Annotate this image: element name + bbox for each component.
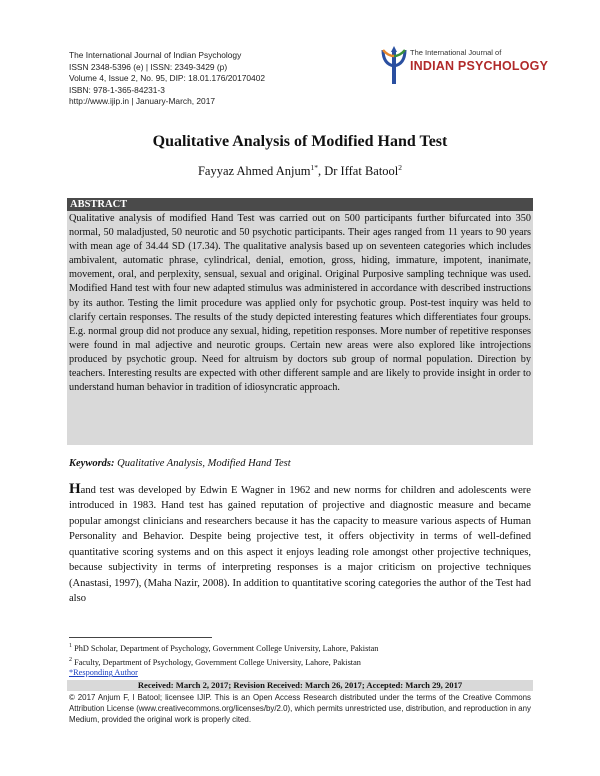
- footnote-1-text: PhD Scholar, Department of Psychology, Government College University, Lahore, Pakistan: [74, 643, 379, 653]
- footnote-2-sup: 2: [69, 656, 72, 663]
- abstract-heading: ABSTRACT: [67, 198, 533, 211]
- body-paragraph: [69, 482, 531, 607]
- paper-title: Qualitative Analysis of Modified Hand Test: [152, 133, 448, 150]
- body-paragraph-text: and test was developed by Edwin E Wagner in 1962 and new norms for children and adolescents were introduced in 1983. Hand test has gained reputation of projective and diagnostic measure and became popular amongst clinicians and researchers because it has the capacity to measure various aspects of Human Personality and Behavior. Despite being projective test, it offers objectivity in terms of well-defined quantitative scoring systems and on this aspect it enjoys leading role amongst other projective techniques, because subjectivity in terms of interpreting responses is a major criticism on projective techniques (Anastasi, 1997), (Maha Nazir, 2008). In addition to quantitative scoring categories the author of the Test had also: [69, 485, 531, 605]
- footnote-2: [69, 655, 378, 669]
- abstract-text: Qualitative analysis of modified Hand Test was carried out on 500 participants further bifurcated into 350 normal, 50 maladjusted, 50 neurotic and 50 psychotic participants. Their ages ranged from 11 years to 90 years with mean age of 34.44 SD (17.34). The qualitative analysis based up on seventeen categories which includes ambivalent, automatic phrase, cylindrical, denial, emotion, gross, hiding, immature, impotent, inanimate, movement, oral, and perplexity, sensual, sexual and original. Original Purposive sampling technique was used. Modified Hand test with four new adapted stimulus was administered in accordance with described instructions by its author. Testing the limit procedure was applied only for psychotic group. Post-test inquiry was held to clarify certain responses. The results of the study depicted interesting features which differentiates four groups. E.g. normal group did not produce any sexual, hiding, repetition responses. More number of repetitive responses were found in mal adjective and neurotic groups. Certain new areas were also explored like introjections produced by psychotic group. Need for altruism by doctors sub group of normal population. Direction by teachers. Interesting results are expected with other different sample and are likely to provide insight in order to understand human behavior in tradition of idiosyncratic approach.: [67, 211, 533, 445]
- logo-text-big: INDIAN PSYCHOLOGY: [410, 59, 549, 73]
- footnotes: [69, 641, 378, 679]
- author-1: Fayyaz Ahmed Anjum: [197, 164, 311, 179]
- footnote-rule: [69, 637, 212, 638]
- author-2-sup: 2: [398, 163, 403, 172]
- author-separator: ,: [317, 164, 325, 179]
- received-dates: Received: March 2, 2017; Revision Received: March 26, 2017; Accepted: March 29, 2017: [67, 680, 533, 691]
- journal-header: [69, 50, 265, 108]
- journal-logo: [380, 44, 549, 88]
- authors-line: [0, 163, 600, 179]
- url-date-line: http://www.ijip.in | January-March, 2017: [69, 96, 216, 107]
- volume-line: Volume 4, Issue 2, No. 95, DIP: 18.01.176/20170402: [69, 73, 266, 84]
- issn-line: ISSN 2348-5396 (e) | ISSN: 2349-3429 (p): [69, 61, 228, 72]
- responding-author-link[interactable]: *Responding Author: [69, 668, 138, 678]
- footnote-2-text: Faculty, Department of Psychology, Government College University, Lahore, Pakistan: [74, 657, 361, 667]
- journal-name: The International Journal of Indian Psychology: [69, 50, 242, 60]
- footnote-1: [69, 641, 378, 655]
- keywords-line: [69, 458, 291, 469]
- dropcap: H: [69, 481, 81, 497]
- footnote-1-sup: 1: [69, 643, 72, 649]
- keywords-label: Keywords:: [69, 458, 115, 469]
- keywords-text: Qualitative Analysis, Modified Hand Test: [117, 458, 291, 469]
- logo-text-small: The International Journal of: [410, 48, 502, 57]
- isbn-line: ISBN: 978-1-365-84231-3: [69, 84, 165, 95]
- trident-logo-icon: [380, 46, 408, 86]
- author-2: Dr Iffat Batool: [324, 164, 399, 179]
- author-1-sup: 1*: [310, 163, 318, 172]
- license-text: © 2017 Anjum F, I Batool; licensee IJIP. This is an Open Access Research distributed under the terms of the Creative Commons Attribution License (www.creativecommons.org/licenses/by/2.0), which permits unrestricted use, distribution, and reproduction in any Medium, provided the original work is properly cited.: [69, 693, 531, 725]
